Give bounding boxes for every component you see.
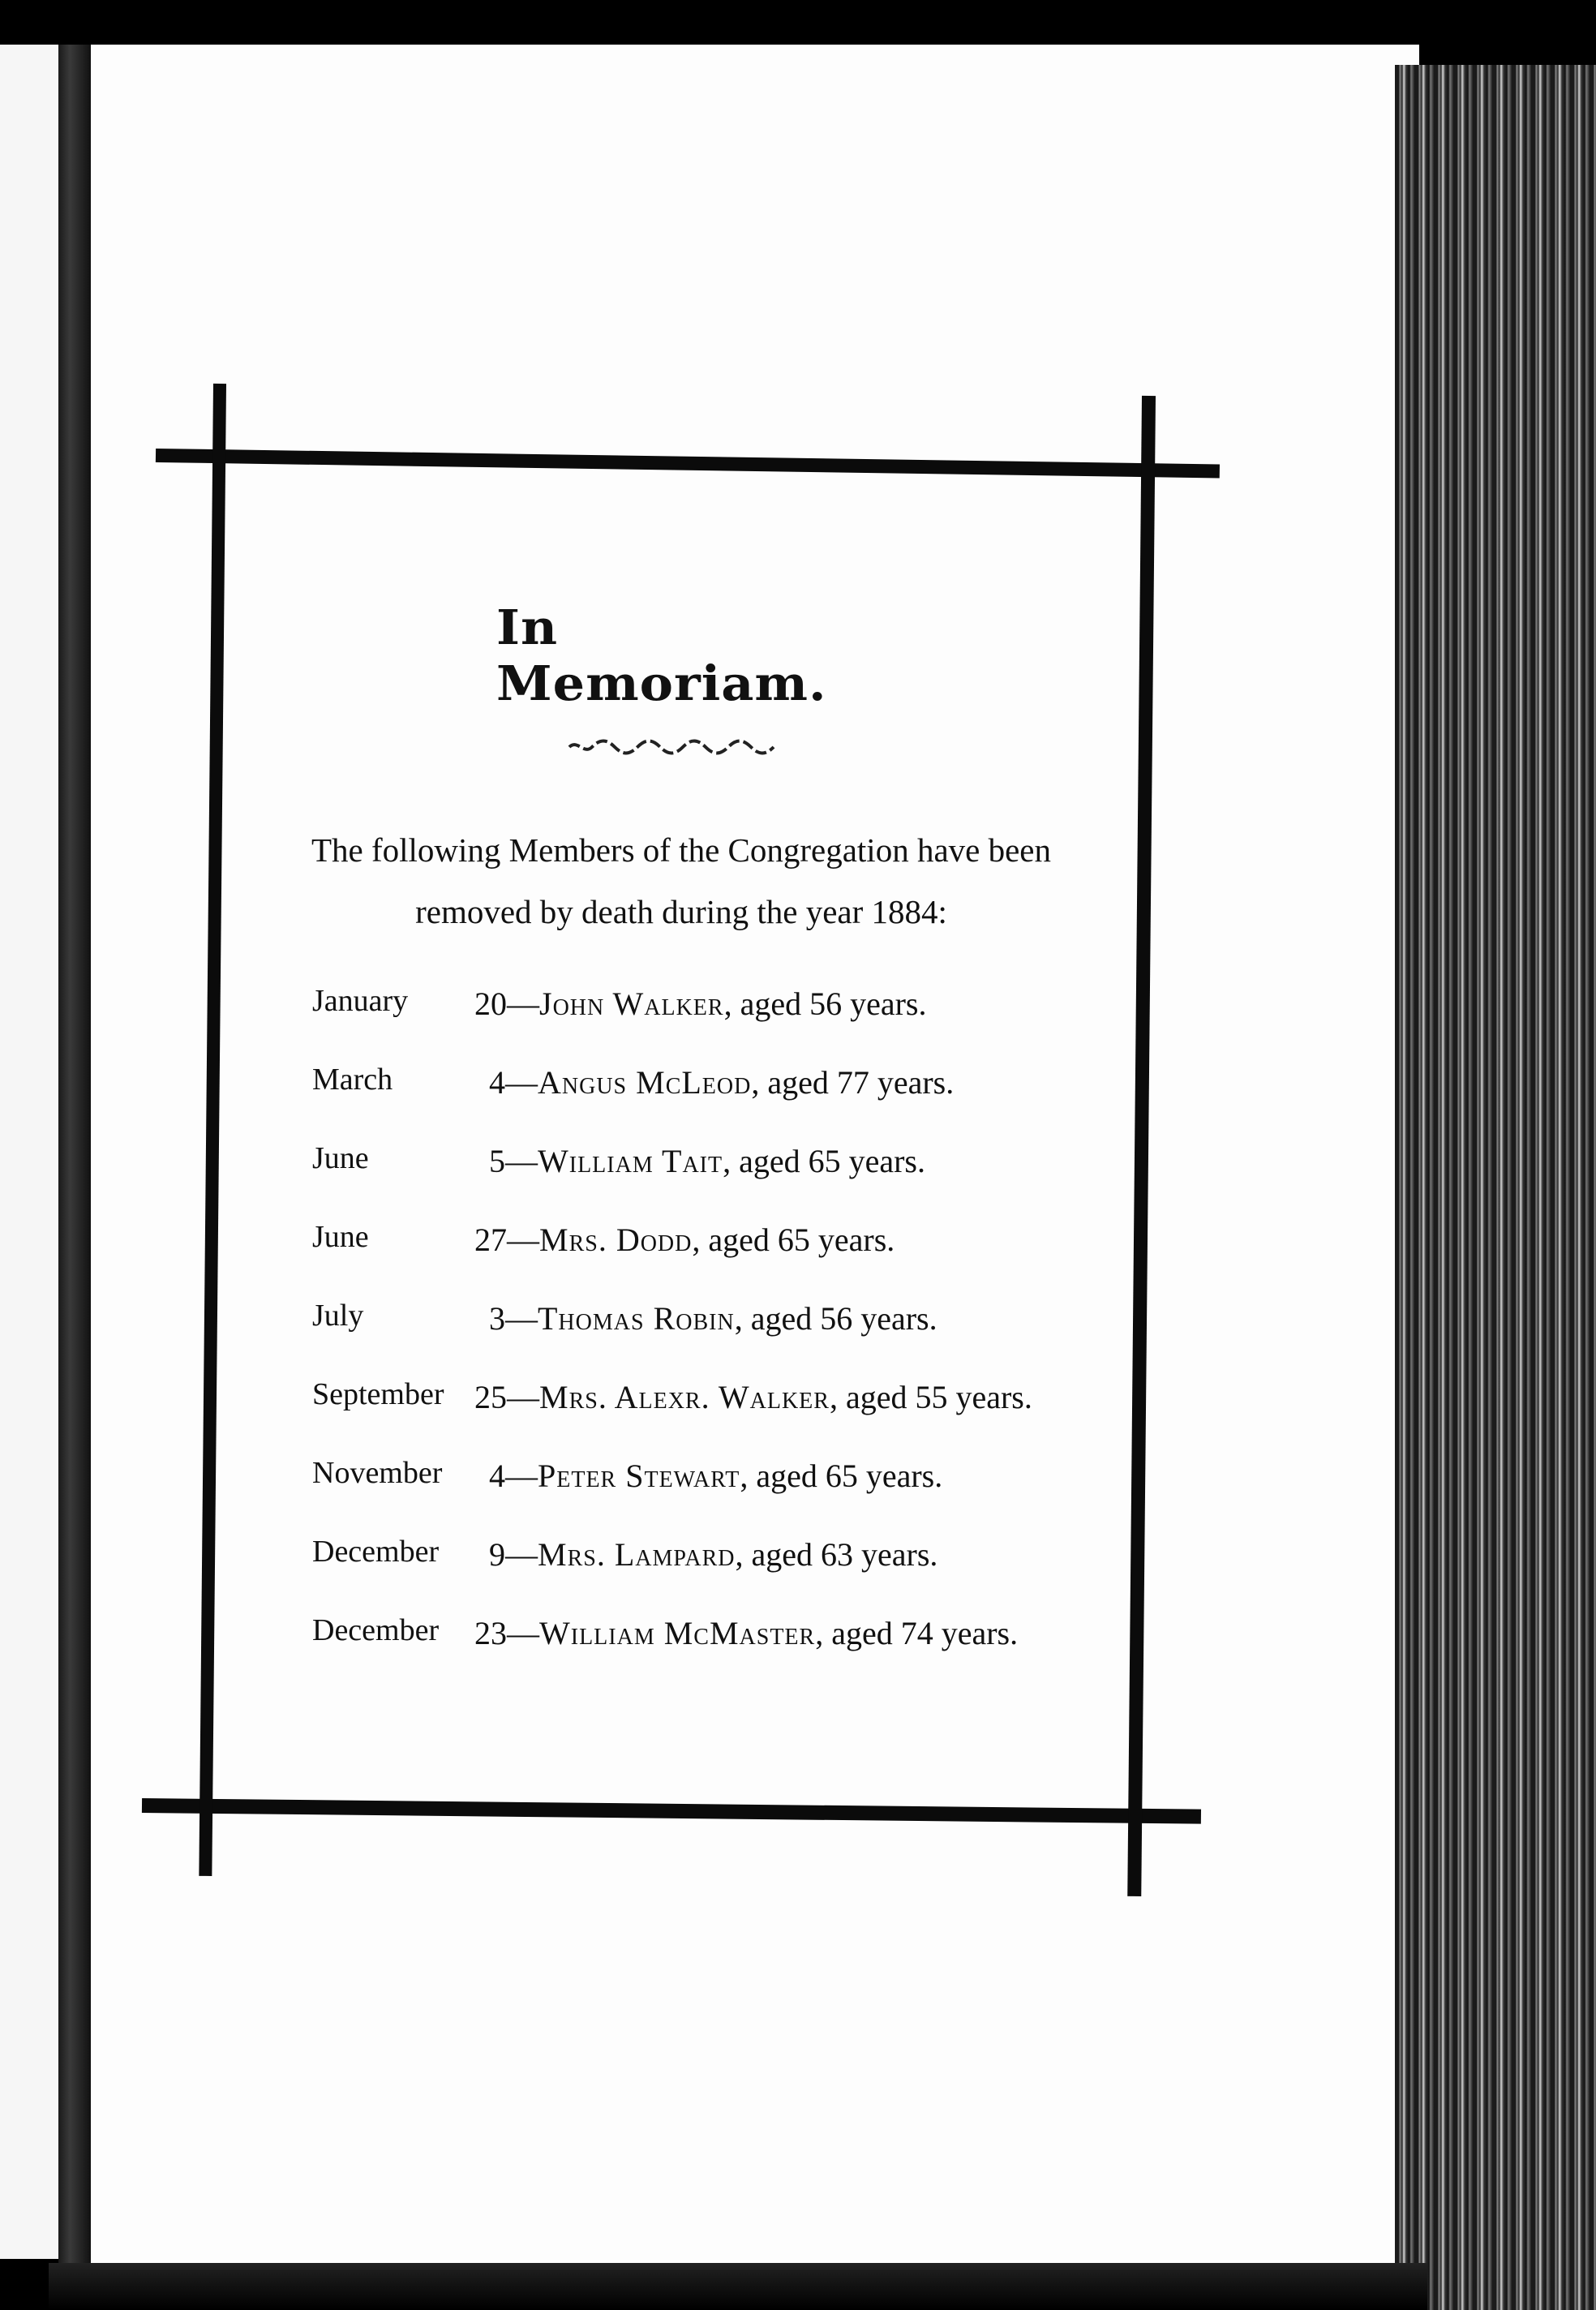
- bottom-shadow: [49, 2263, 1427, 2310]
- entry-name: Mrs. Lampard: [538, 1536, 736, 1573]
- memorial-entry: June 5—William Tait, aged 65 years.: [312, 1141, 925, 1179]
- entry-name: John Walker: [539, 985, 724, 1022]
- entry-day: 25: [474, 1379, 507, 1415]
- memorial-entry: July 3—Thomas Robin, aged 56 years.: [312, 1299, 937, 1337]
- entry-name: Mrs. Dodd: [539, 1222, 693, 1258]
- page-title: In Memoriam.: [496, 599, 827, 712]
- entry-month: November: [312, 1456, 443, 1490]
- entry-age: aged 55 years.: [845, 1379, 1032, 1415]
- entry-name: Peter Stewart: [538, 1458, 740, 1494]
- entry-name: Mrs. Alexr. Walker: [539, 1379, 830, 1415]
- entry-day: 3: [489, 1300, 505, 1337]
- entry-name: Thomas Robin: [538, 1300, 735, 1337]
- intro-line-1: The following Members of the Congregation have been: [311, 831, 1051, 869]
- entry-month: June: [312, 1141, 369, 1175]
- entry-name: Angus McLeod: [538, 1064, 752, 1101]
- entry-age: aged 56 years.: [740, 985, 927, 1022]
- entry-name: William Tait: [538, 1143, 723, 1179]
- entry-day: 4: [489, 1458, 505, 1494]
- flourish-ornament: [568, 734, 787, 758]
- entry-age: aged 56 years.: [750, 1300, 937, 1337]
- entry-month: March: [312, 1063, 393, 1097]
- entry-day: 23: [474, 1615, 507, 1651]
- entry-day: 5: [489, 1143, 505, 1179]
- memorial-entry: March 4—Angus McLeod, aged 77 years.: [312, 1063, 955, 1101]
- entry-age: aged 65 years.: [756, 1458, 943, 1494]
- entry-age: aged 65 years.: [708, 1222, 895, 1258]
- intro-line-2: removed by death during the year 1884:: [415, 893, 947, 930]
- memorial-entry: December 9—Mrs. Lampard, aged 63 years.: [312, 1535, 938, 1573]
- entry-age: aged 77 years.: [767, 1064, 955, 1101]
- memorial-entry: June 27—Mrs. Dodd, aged 65 years.: [312, 1220, 895, 1258]
- entry-month: July: [312, 1299, 364, 1333]
- entry-month: December: [312, 1613, 440, 1647]
- left-facing-page: [0, 45, 58, 2259]
- entry-day: 4: [489, 1064, 505, 1101]
- entry-day: 9: [489, 1536, 505, 1573]
- entry-name: William McMaster: [539, 1615, 816, 1651]
- memorial-list: [312, 983, 1123, 1691]
- memorial-entry: January 20—John Walker, aged 56 years.: [312, 984, 927, 1022]
- memorial-entry: December 23—William McMaster, aged 74 years.: [312, 1613, 1019, 1651]
- entry-day: 20: [474, 985, 507, 1022]
- memorial-entry: November 4—Peter Stewart, aged 65 years.: [312, 1456, 943, 1494]
- entry-month: September: [312, 1377, 444, 1411]
- entry-month: January: [312, 984, 409, 1018]
- entry-day: 27: [474, 1222, 507, 1258]
- intro-text: [243, 819, 1119, 942]
- entry-month: December: [312, 1535, 440, 1569]
- entry-age: aged 74 years.: [831, 1615, 1019, 1651]
- book-gutter: [58, 45, 91, 2267]
- memorial-entry: September 25—Mrs. Alexr. Walker, aged 55 years.: [312, 1377, 1032, 1415]
- entry-age: aged 65 years.: [739, 1143, 925, 1179]
- entry-age: aged 63 years.: [751, 1536, 938, 1573]
- entry-month: June: [312, 1220, 369, 1254]
- page-edges: [1395, 65, 1596, 2310]
